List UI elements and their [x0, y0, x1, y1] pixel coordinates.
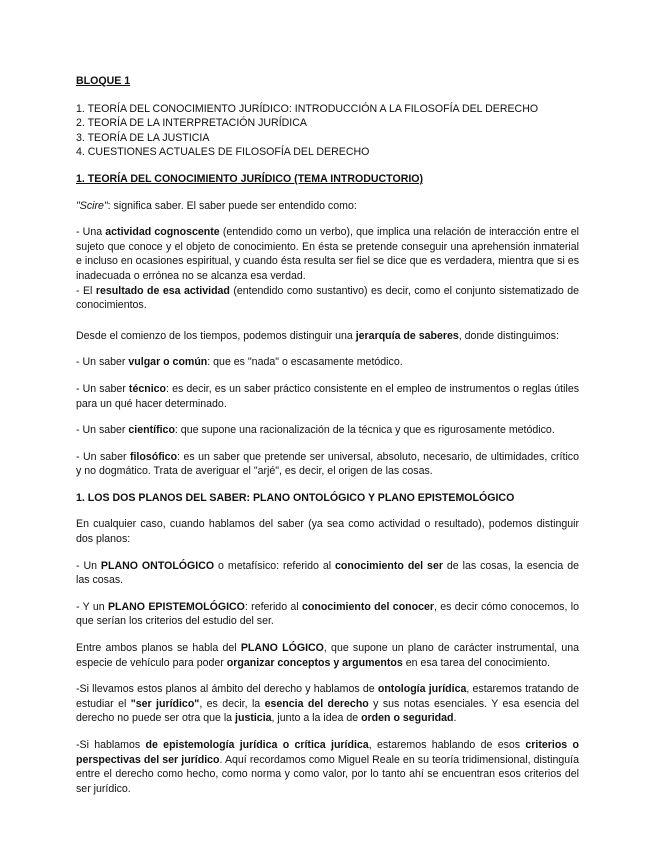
hierarchy-paragraph: Desde el comienzo de los tiempos, podemos distinguir una jerarquía de saberes, donde distinguimos: — [76, 329, 559, 342]
section-title-teoria: 1. TEORÍA DEL CONOCIMIENTO JURÍDICO (TEMA INTRODUCTORIO) — [76, 172, 424, 185]
toc-item-2: 2. TEORÍA DE LA INTERPRETACIÓN JURÍDICA — [76, 117, 307, 130]
result-paragraph: - El resultado de esa actividad (entendido como sustantivo) es decir, como el conjunto sistematizado de conocimientos. — [76, 284, 579, 312]
scire-paragraph: "Scire": significa saber. El saber puede ser entendido como: — [76, 199, 357, 212]
document-body — [76, 74, 579, 796]
planos-intro: En cualquier caso, cuando hablamos del saber (ya sea como actividad o resultado), podemos distinguir dos planos: — [76, 518, 579, 546]
plano-logico: Entre ambos planos se habla del PLANO LÓGICO, que supone un plano de carácter instrumental, una especie de vehículo para poder organizar conceptos y argumentos en esa tarea del conocimiento. — [76, 642, 580, 669]
toc-item-4: 4. CUESTIONES ACTUALES DE FILOSOFÍA DEL DERECHO — [76, 146, 370, 159]
table-of-contents — [76, 102, 579, 160]
saber-filosofico: - Un saber filosófico: es un saber que pretende ser universal, absoluto, necesario, de ultimidades, crítico y no dogmático. Trata de averiguar el "arjé", es decir, el origen de las cosas. — [76, 450, 579, 478]
epistemologia-juridica: -Si hablamos de epistemología jurídica o crítica jurídica, estaremos hablando de esos criterios o perspectivas del ser jurídico. Aquí recordamos como Miguel Reale en su teoría tridimensional, distinguía entre el derecho como hecho, como norma y como valor, por lo tanto ahí se encuentran esos criterios del ser jurídico. — [76, 739, 579, 795]
toc-item-1: 1. TEORÍA DEL CONOCIMIENTO JURÍDICO: INTRODUCCIÓN A LA FILOSOFÍA DEL DERECHO — [76, 102, 539, 115]
block-title: BLOQUE 1 — [76, 75, 131, 87]
saber-vulgar: - Un saber vulgar o común: que es "nada" o escasamente metódico. — [76, 356, 403, 369]
section-title-planos: 1. LOS DOS PLANOS DEL SABER: PLANO ONTOLÓGICO Y PLANO EPISTEMOLÓGICO — [76, 491, 515, 504]
plano-epistemologico: - Y un PLANO EPISTEMOLÓGICO: referido al conocimiento del conocer, es decir cómo conocemos, lo que serían los criterios del estudio del ser. — [76, 600, 579, 628]
saber-cientifico: - Un saber científico: que supone una racionalización de la técnica y que es rigurosamente metódico. — [76, 424, 555, 437]
plano-ontologico: - Un PLANO ONTOLÓGICO o metafísico: referido al conocimiento del ser de las cosas, la esencia de las cosas. — [76, 559, 579, 587]
toc-item-3: 3. TEORÍA DE LA JUSTICIA — [76, 131, 210, 144]
activity-paragraph: - Una actividad cognoscente (entendido como un verbo), que implica una relación de interacción entre el sujeto que conoce y el objeto de conocimiento. En ésta se pretende conseguir una aprehensión inmaterial e incluso en ocasiones espiritual, y cuando ésta resulta ser fiel se dice que es verdadera, mientra que si es inadecuada o errónea no se alcanza esa verdad. — [76, 226, 579, 282]
scire-term: "Scire" — [76, 199, 108, 212]
ontologia-juridica: -Si llevamos estos planos al ámbito del derecho y hablamos de ontología jurídica, estaremos tratando de estudiar el "ser jurídico", es decir, la esencia del derecho y sus notas esenciales. Y esa esencia del derecho no puede ser otra que la justicia, junto a la idea de orden o seguridad. — [76, 683, 579, 725]
saber-tecnico: - Un saber técnico: es decir, es un saber práctico consistente en el empleo de instrumentos o reglas útiles para un qué hacer determinado. — [76, 382, 580, 410]
